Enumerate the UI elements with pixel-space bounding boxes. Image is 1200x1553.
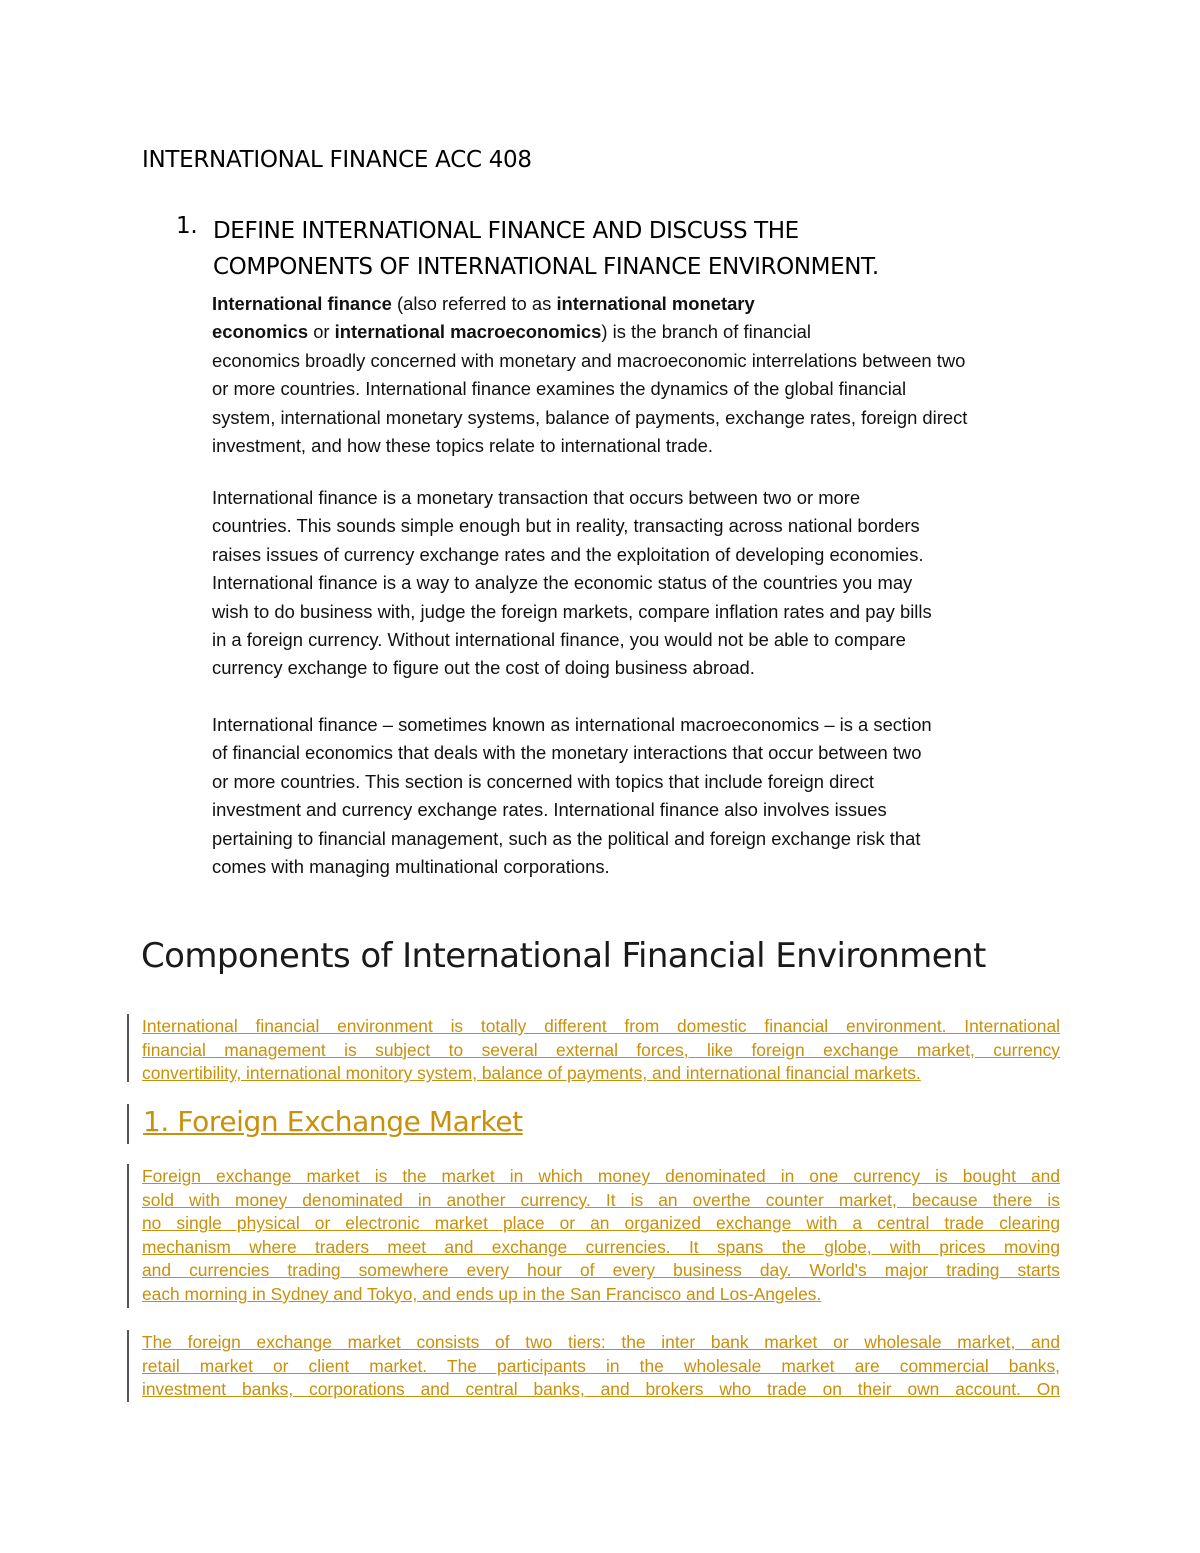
bold-term: international monetary (556, 293, 755, 314)
paragraph-line: in a foreign currency. Without international finance, you would not be able to compare (212, 629, 906, 651)
paragraph-line: of financial economics that deals with the monetary interactions that occur between two (212, 742, 922, 764)
paragraph-line: currency exchange to figure out the cost of doing business abroad. (212, 657, 755, 679)
section-heading: Components of International Financial Environment (141, 936, 986, 976)
paragraph-line: International finance is a way to analyze the economic status of the countries you may (212, 572, 913, 594)
paragraph-line: investment banks, corporations and central banks, and brokers who trade on their own account. On (142, 1379, 1060, 1400)
section-intro-paragraph (142, 1015, 1060, 1086)
change-bar (127, 1104, 129, 1144)
paragraph-text: (also referred to as (391, 293, 557, 314)
paragraph-text: or (308, 321, 335, 343)
paragraph-line: countries. This sounds simple enough but in reality, transacting across national borders (212, 515, 920, 537)
change-bar (127, 1014, 129, 1082)
paragraph-line: financial management is subject to several external forces, like foreign exchange market, currency (142, 1039, 1060, 1060)
paragraph-line: or more countries. This section is concerned with topics that include foreign direct (212, 770, 875, 792)
paragraph-line: and currencies trading somewhere every hour of every business day. World's major trading starts (142, 1260, 1060, 1281)
paragraph-line: investment and currency exchange rates. International finance also involves issues (212, 799, 887, 821)
bold-term: international macroeconomics (334, 321, 602, 343)
paragraph-line: investment, and how these topics relate to international trade. (212, 435, 713, 457)
paragraph-line (212, 290, 1072, 318)
fx-market-paragraph (142, 1165, 1060, 1307)
paragraph-line: The foreign exchange market consists of two tiers: the inter bank market or wholesale market, and (142, 1332, 1060, 1352)
fx-tiers-paragraph (142, 1331, 1060, 1402)
bold-term: economics (212, 321, 309, 343)
paragraph-line: retail market or client market. The participants in the wholesale market are commercial banks, (142, 1355, 1060, 1376)
paragraph-line: no single physical or electronic market place or an organized exchange with a central trade clearing (142, 1213, 1060, 1234)
paragraph-line: International finance is a monetary transaction that occurs between two or more (212, 487, 861, 508)
question-heading (213, 213, 1043, 285)
paragraph-line: economics broadly concerned with monetary and macroeconomic interrelations between two (212, 349, 966, 371)
macroeconomics-paragraph (212, 711, 1072, 881)
paragraph-line: convertibility, international monitory system, balance of payments, and international financial markets. (142, 1063, 921, 1084)
paragraph-line (212, 318, 1072, 346)
definition-paragraph (212, 290, 1072, 460)
paragraph-line: comes with managing multinational corporations. (212, 856, 610, 878)
bold-term: International finance (212, 293, 392, 314)
question-number: 1. (176, 213, 198, 239)
change-bar (127, 1164, 129, 1308)
paragraph-line: system, international monetary systems, balance of payments, exchange rates, foreign direct (212, 406, 968, 428)
paragraph-line: Foreign exchange market is the market in which money denominated in one currency is bought and (142, 1166, 1060, 1186)
paragraph-line: International finance – sometimes known as international macroeconomics – is a section (212, 714, 932, 735)
paragraph-line: each morning in Sydney and Tokyo, and ends up in the San Francisco and Los-Angeles. (142, 1283, 822, 1304)
transaction-paragraph (212, 484, 1072, 683)
question-heading-line-2: COMPONENTS OF INTERNATIONAL FINANCE ENVIRONMENT. (213, 254, 879, 280)
paragraph-line: wish to do business with, judge the foreign markets, compare inflation rates and pay bills (212, 600, 932, 622)
document-title: INTERNATIONAL FINANCE ACC 408 (142, 147, 532, 173)
paragraph-text: ) is the branch of financial (601, 321, 811, 343)
paragraph-line: pertaining to financial management, such as the political and foreign exchange risk that (212, 827, 921, 849)
question-heading-line-1: DEFINE INTERNATIONAL FINANCE AND DISCUSS THE (213, 218, 799, 244)
paragraph-line: mechanism where traders meet and exchange currencies. It spans the globe, with prices moving (142, 1236, 1060, 1257)
paragraph-line: raises issues of currency exchange rates and the exploitation of developing economies. (212, 543, 924, 565)
subsection-heading: 1. Foreign Exchange Market (143, 1105, 523, 1138)
change-bar (127, 1330, 129, 1402)
paragraph-line: International financial environment is totally different from domestic financial environment. International (142, 1016, 1060, 1036)
paragraph-line: sold with money denominated in another currency. It is an overthe counter market, because there is (142, 1189, 1060, 1210)
paragraph-line: or more countries. International finance examines the dynamics of the global financial (212, 378, 907, 400)
